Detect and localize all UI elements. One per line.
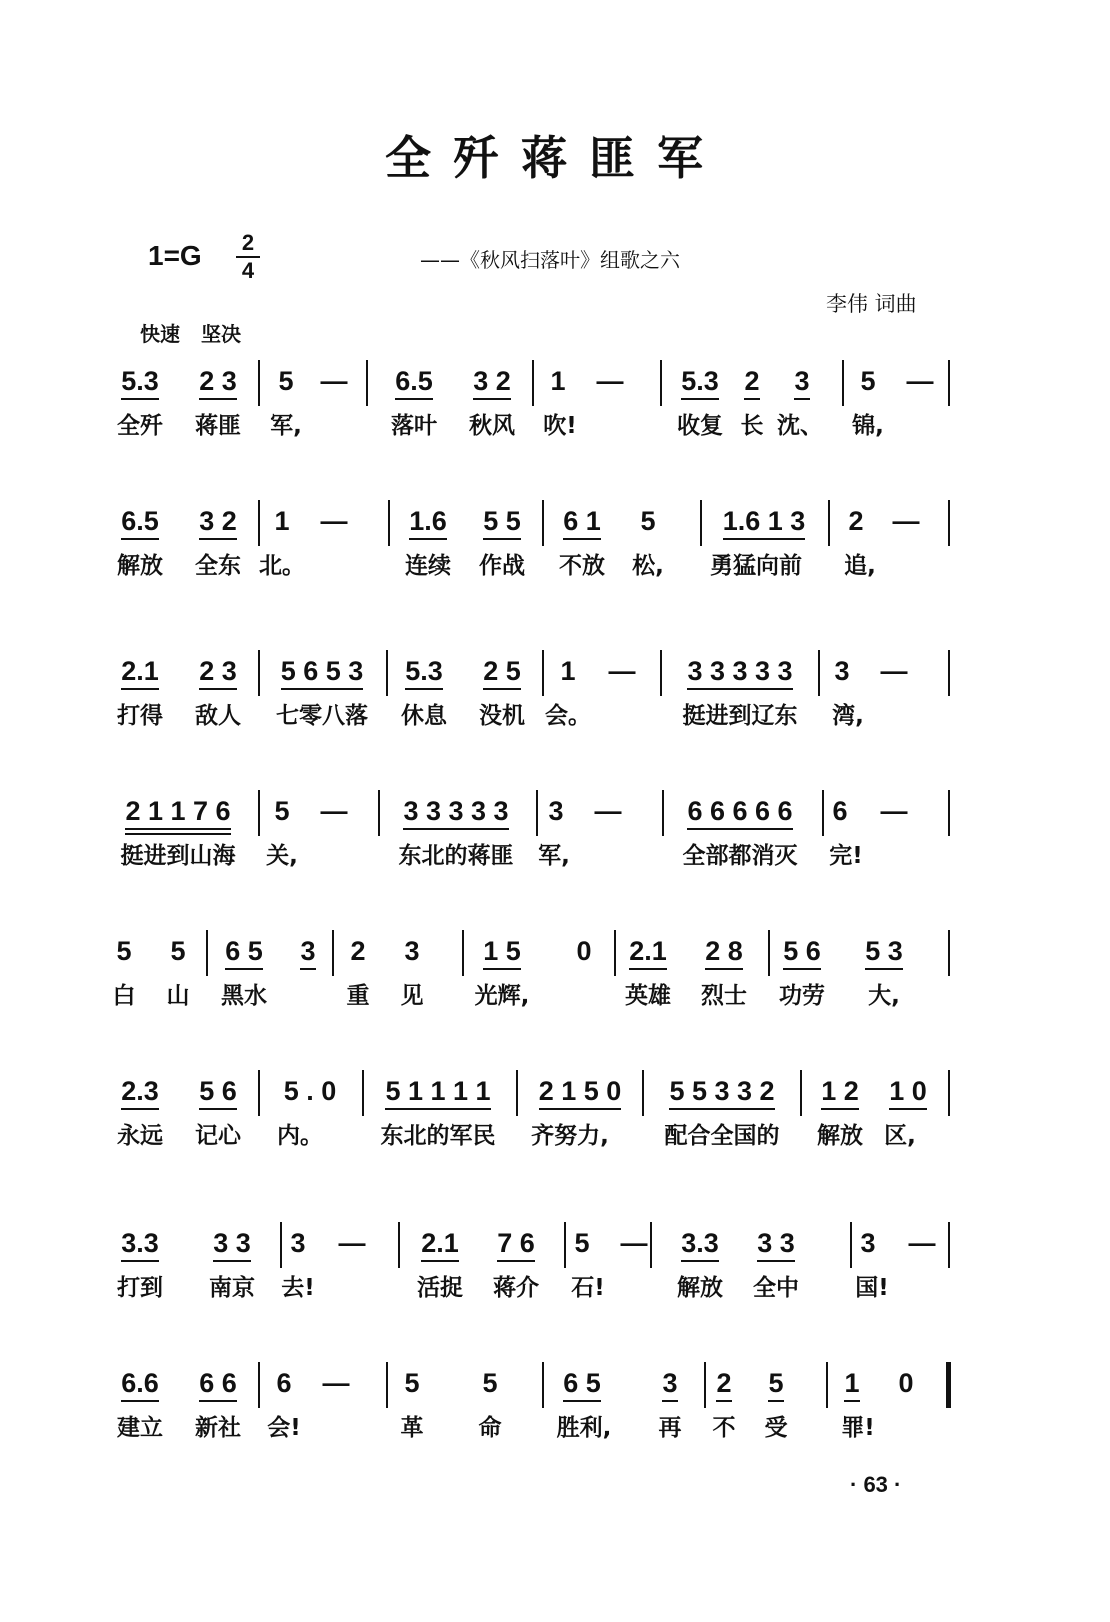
note-group: — [320, 366, 348, 396]
lyric-syllable: 白 [112, 983, 136, 1009]
note-group: 1.6 [409, 506, 447, 536]
system-2 [0, 500, 1110, 610]
barline [660, 360, 662, 406]
note-group: 2 1 1 7 6 [125, 796, 231, 826]
underline-mark [300, 968, 315, 970]
lyric-syllable: 秋风 [469, 413, 515, 439]
note-group: 5 [278, 366, 294, 396]
barline [768, 930, 770, 976]
underline-mark [395, 398, 433, 400]
subtitle: ——《秋风扫落叶》组歌之六 [420, 248, 680, 272]
lyric-syllable: 作战 [479, 553, 525, 579]
barline [826, 1362, 828, 1408]
note-group: 5 [574, 1228, 590, 1258]
tempo-marking: 快速 坚决 [140, 322, 241, 346]
lyric-syllable: 会! [267, 1415, 301, 1441]
barline [828, 500, 830, 546]
underline-mark [199, 398, 237, 400]
note-group: 5 . 0 [283, 1076, 337, 1106]
note-group: 3 [290, 1228, 306, 1258]
lyric-syllable: 打到 [117, 1275, 163, 1301]
barline [536, 790, 538, 836]
lyric-syllable: 蒋介 [493, 1275, 539, 1301]
lyric-syllable: 解放 [117, 553, 163, 579]
underline-mark [121, 1400, 159, 1402]
lyric-syllable: 七零八落 [276, 703, 368, 729]
underline-mark [225, 968, 263, 970]
lyric-syllable: 建立 [117, 1415, 163, 1441]
barline [258, 360, 260, 406]
note-group: 5 6 [199, 1076, 237, 1106]
note-group: 5 3 [865, 936, 903, 966]
note-group: 2 3 [199, 366, 237, 396]
note-group: 1 [560, 656, 576, 686]
note-group: — [620, 1228, 648, 1258]
note-group: 7 6 [497, 1228, 535, 1258]
lyric-syllable: 永远 [117, 1123, 163, 1149]
lyric-syllable: 受 [764, 1415, 788, 1441]
time-signature [236, 232, 260, 282]
underline-mark [421, 1260, 459, 1262]
underline-mark [483, 688, 521, 690]
lyric-syllable: 追, [844, 553, 876, 579]
note-group: 3 3 [213, 1228, 251, 1258]
underline-mark [705, 968, 743, 970]
lyric-syllable: 解放 [677, 1275, 723, 1301]
lyric-syllable: 再 [658, 1415, 682, 1441]
underline-mark [473, 398, 511, 400]
note-group: 2 [716, 1368, 732, 1398]
barline [516, 1070, 518, 1116]
lyric-syllable: 全东 [195, 553, 241, 579]
note-group: 2 [744, 366, 760, 396]
note-group: 6 5 [225, 936, 263, 966]
note-group: 3 [548, 796, 564, 826]
lyric-syllable: 不 [712, 1415, 736, 1441]
lyric-syllable: 全部都消灭 [682, 843, 798, 869]
lyric-syllable: 石! [571, 1275, 605, 1301]
underline-mark [768, 1400, 783, 1402]
barline [642, 1070, 644, 1116]
barline [948, 360, 950, 406]
note-group: 6.5 [121, 506, 159, 536]
lyric-syllable: 吹! [543, 413, 577, 439]
underline-mark [687, 828, 792, 830]
note-group: 5 [274, 796, 290, 826]
lyric-syllable: 湾, [832, 703, 864, 729]
lyric-syllable: 记心 [195, 1123, 241, 1149]
barline [948, 500, 950, 546]
note-group: 0 [898, 1368, 914, 1398]
lyric-syllable: 光辉, [474, 983, 530, 1009]
time-numerator: 2 [241, 230, 255, 255]
note-group: 3 2 [199, 506, 237, 536]
note-group: 3 [794, 366, 810, 396]
note-group: 2 3 [199, 656, 237, 686]
system-3 [0, 650, 1110, 760]
note-group: — [596, 366, 624, 396]
note-group: 2 8 [705, 936, 743, 966]
barline [850, 1222, 852, 1268]
note-group: 6 [276, 1368, 292, 1398]
barline [800, 1070, 802, 1116]
note-group: 1 [274, 506, 290, 536]
lyric-syllable: 去! [281, 1275, 315, 1301]
system-1 [0, 360, 1110, 470]
note-group: 5 5 3 3 2 [669, 1076, 775, 1106]
barline [564, 1222, 566, 1268]
underline-mark [889, 1108, 927, 1110]
underline-mark [199, 688, 237, 690]
lyric-syllable: 挺进到辽东 [682, 703, 798, 729]
underline-mark [681, 1260, 719, 1262]
lyric-syllable: 大, [868, 983, 900, 1009]
barline [660, 650, 662, 696]
underline-mark [723, 538, 806, 540]
barline [948, 1222, 950, 1268]
note-group: — [322, 1368, 350, 1398]
underline-mark [199, 1108, 237, 1110]
note-group: 2.1 [629, 936, 667, 966]
barline [386, 650, 388, 696]
underline-mark [483, 538, 521, 540]
lyric-syllable: 命 [478, 1415, 502, 1441]
barline [398, 1222, 400, 1268]
lyric-syllable: 黑水 [221, 983, 267, 1009]
barline [948, 1070, 950, 1116]
note-group: 3 [834, 656, 850, 686]
author-credit: 李伟 词曲 [826, 292, 917, 316]
note-group: 2.1 [121, 656, 159, 686]
note-group: 5 1 1 1 1 [385, 1076, 491, 1106]
note-group: 1.6 1 3 [722, 506, 806, 536]
note-group: 6 6 [199, 1368, 237, 1398]
lyric-syllable: 见 [400, 983, 424, 1009]
underline-mark [669, 1108, 774, 1110]
underline-mark [757, 1260, 795, 1262]
note-group: — [338, 1228, 366, 1258]
note-group: 5 5 [483, 506, 521, 536]
underline-mark [539, 1108, 622, 1110]
barline [614, 930, 616, 976]
lyric-syllable: 不放 [559, 553, 605, 579]
underline-mark [794, 398, 809, 400]
lyric-syllable: 长 [740, 413, 764, 439]
note-group: 3.3 [681, 1228, 719, 1258]
underline-mark [497, 1260, 535, 1262]
barline [386, 1362, 388, 1408]
barline [462, 930, 464, 976]
barline [948, 650, 950, 696]
lyric-syllable: 区, [884, 1123, 916, 1149]
underline-mark [125, 833, 230, 835]
lyric-syllable: 蒋匪 [195, 413, 241, 439]
note-group: 1 0 [889, 1076, 927, 1106]
note-group: 1 2 [821, 1076, 859, 1106]
lyric-syllable: 东北的军民 [380, 1123, 496, 1149]
lyric-syllable: 北。 [259, 553, 305, 579]
underline-mark [281, 688, 364, 690]
note-group: 0 [576, 936, 592, 966]
lyric-syllable: 打得 [117, 703, 163, 729]
barline [704, 1362, 706, 1408]
system-8 [0, 1362, 1110, 1472]
time-denominator: 4 [241, 258, 255, 283]
lyric-syllable: 锦, [852, 413, 884, 439]
underline-mark [563, 538, 601, 540]
lyric-syllable: 沈、 [777, 413, 823, 439]
underline-mark [662, 1400, 677, 1402]
note-group: 6 [832, 796, 848, 826]
lyric-syllable: 军, [270, 413, 302, 439]
note-group: 2 [848, 506, 864, 536]
final-barline [946, 1362, 951, 1408]
note-group: 2.3 [121, 1076, 159, 1106]
note-group: 5.3 [405, 656, 443, 686]
lyric-syllable: 内。 [277, 1123, 323, 1149]
note-group: 2 [350, 936, 366, 966]
underline-mark [821, 1108, 859, 1110]
barline [542, 500, 544, 546]
note-group: — [608, 656, 636, 686]
lyric-syllable: 全歼 [117, 413, 163, 439]
note-group: — [320, 796, 348, 826]
barline [258, 1070, 260, 1116]
lyric-syllable: 解放 [817, 1123, 863, 1149]
barline [532, 360, 534, 406]
lyric-syllable: 重 [346, 983, 370, 1009]
note-group: — [880, 796, 908, 826]
lyric-syllable: 收复 [677, 413, 723, 439]
note-group: 3 [404, 936, 420, 966]
lyric-syllable: 配合全国的 [664, 1123, 780, 1149]
barline [378, 790, 380, 836]
note-group: 5 6 [783, 936, 821, 966]
lyric-syllable: 军, [538, 843, 570, 869]
underline-mark [744, 398, 759, 400]
underline-mark [125, 828, 230, 830]
note-group: 2 1 5 0 [538, 1076, 622, 1106]
note-group: — [320, 506, 348, 536]
note-group: 5 [860, 366, 876, 396]
lyric-syllable: 会。 [545, 703, 591, 729]
underline-mark [121, 398, 159, 400]
barline [258, 500, 260, 546]
barline [948, 930, 950, 976]
barline [542, 650, 544, 696]
system-5 [0, 930, 1110, 1040]
system-7 [0, 1222, 1110, 1332]
lyric-syllable: 罪! [841, 1415, 875, 1441]
barline [650, 1222, 652, 1268]
underline-mark [409, 538, 447, 540]
note-group: 5 [482, 1368, 498, 1398]
lyric-syllable: 关, [266, 843, 298, 869]
underline-mark [865, 968, 903, 970]
barline [258, 650, 260, 696]
underline-mark [213, 1260, 251, 1262]
note-group: 3 2 [473, 366, 511, 396]
lyric-syllable: 完! [829, 843, 863, 869]
system-4 [0, 790, 1110, 900]
note-group: 6 6 6 6 6 [687, 796, 793, 826]
note-group: 6 1 [563, 506, 601, 536]
note-group: 3 [860, 1228, 876, 1258]
note-group: 6 5 [563, 1368, 601, 1398]
note-group: 3 3 3 3 3 [403, 796, 509, 826]
system-6 [0, 1070, 1110, 1180]
note-group: 2.1 [421, 1228, 459, 1258]
underline-mark [199, 538, 237, 540]
lyric-syllable: 敌人 [195, 703, 241, 729]
lyric-syllable: 齐努力, [531, 1123, 609, 1149]
lyric-syllable: 松, [632, 553, 664, 579]
note-group: 3 3 3 3 3 [687, 656, 793, 686]
barline [818, 650, 820, 696]
note-group: 2 5 [483, 656, 521, 686]
lyric-syllable: 新社 [195, 1415, 241, 1441]
underline-mark [629, 968, 667, 970]
underline-mark [563, 1400, 601, 1402]
note-group: 5.3 [121, 366, 159, 396]
key-signature: 1=G [148, 240, 202, 271]
underline-mark [121, 1260, 159, 1262]
barline [662, 790, 664, 836]
lyric-syllable: 东北的蒋匪 [398, 843, 514, 869]
barline [362, 1070, 364, 1116]
note-group: 5 [768, 1368, 784, 1398]
note-group: 3 3 [757, 1228, 795, 1258]
underline-mark [483, 968, 521, 970]
note-group: 3 [662, 1368, 678, 1398]
barline [388, 500, 390, 546]
barline [948, 790, 950, 836]
note-group: 6.5 [395, 366, 433, 396]
lyric-syllable: 胜利, [556, 1415, 612, 1441]
note-group: 1 [550, 366, 566, 396]
lyric-syllable: 烈士 [701, 983, 747, 1009]
underline-mark [405, 688, 443, 690]
barline [332, 930, 334, 976]
underline-mark [385, 1108, 490, 1110]
note-group: 5 [170, 936, 186, 966]
note-group: — [908, 1228, 936, 1258]
note-group: — [892, 506, 920, 536]
note-group: 5 [404, 1368, 420, 1398]
lyric-syllable: 休息 [401, 703, 447, 729]
barline [280, 1222, 282, 1268]
underline-mark [403, 828, 508, 830]
underline-mark [121, 538, 159, 540]
lyric-syllable: 没机 [479, 703, 525, 729]
barline [700, 500, 702, 546]
note-group: 5 [640, 506, 656, 536]
lyric-syllable: 功劳 [779, 983, 825, 1009]
note-group: — [906, 366, 934, 396]
lyric-syllable: 英雄 [625, 983, 671, 1009]
lyric-syllable: 革 [400, 1415, 424, 1441]
underline-mark [716, 1400, 731, 1402]
note-group: 5 6 5 3 [280, 656, 364, 686]
lyric-syllable: 山 [166, 983, 190, 1009]
note-group: 3.3 [121, 1228, 159, 1258]
lyric-syllable: 落叶 [391, 413, 437, 439]
barline [206, 930, 208, 976]
lyric-syllable: 勇猛向前 [710, 553, 802, 579]
barline [542, 1362, 544, 1408]
note-group: 1 [844, 1368, 860, 1398]
underline-mark [687, 688, 792, 690]
note-group: 3 [300, 936, 316, 966]
note-group: 5.3 [681, 366, 719, 396]
lyric-syllable: 活捉 [417, 1275, 463, 1301]
note-group: — [880, 656, 908, 686]
page-number: · 63 · [850, 1472, 902, 1497]
barline [258, 1362, 260, 1408]
note-group: 1 5 [483, 936, 521, 966]
lyric-syllable: 连续 [405, 553, 451, 579]
underline-mark [121, 688, 159, 690]
note-group: 5 [116, 936, 132, 966]
note-group: 6.6 [121, 1368, 159, 1398]
note-group: — [594, 796, 622, 826]
barline [366, 360, 368, 406]
underline-mark [783, 968, 821, 970]
barline [822, 790, 824, 836]
song-title: 全歼蒋匪军 [385, 131, 725, 185]
underline-mark [121, 1108, 159, 1110]
underline-mark [199, 1400, 237, 1402]
underline-mark [844, 1400, 859, 1402]
lyric-syllable: 全中 [753, 1275, 799, 1301]
lyric-syllable: 南京 [209, 1275, 255, 1301]
underline-mark [681, 398, 719, 400]
barline [842, 360, 844, 406]
lyric-syllable: 挺进到山海 [120, 843, 236, 869]
barline [258, 790, 260, 836]
lyric-syllable: 国! [855, 1275, 889, 1301]
